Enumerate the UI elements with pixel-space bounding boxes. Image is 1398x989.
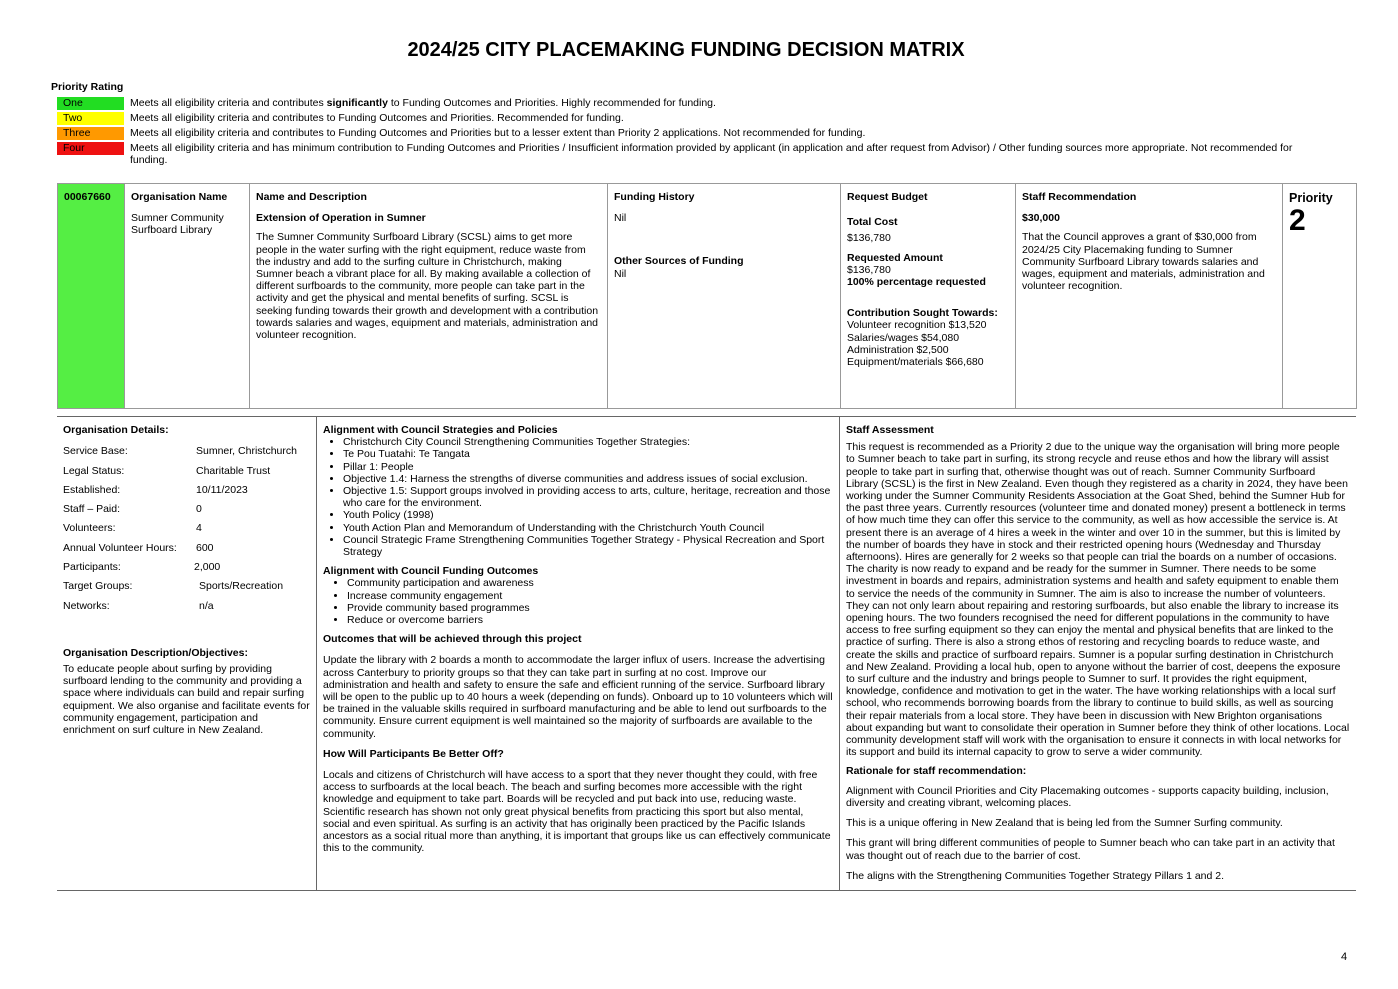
priority-rating-legend <box>57 97 1317 168</box>
priority-row-two <box>57 112 1317 125</box>
priority-row-three <box>57 127 1317 140</box>
priority-desc-three: Meets all eligibility criteria and contributes to Funding Outcomes and Priorities but to a lesser extent than Priority 2 applications. Not recommended for funding. <box>130 127 866 139</box>
page-title: 2024/25 CITY PLACEMAKING FUNDING DECISION MATRIX <box>407 39 965 61</box>
staff-recommendation-cell <box>1016 184 1283 408</box>
detail-row-service-base: Service Base: Sumner, Christchurch <box>63 445 297 458</box>
funding-history-value: Nil <box>614 212 627 225</box>
detail-row-target-groups: Target Groups: Sports/Recreation <box>63 580 284 593</box>
description-cell <box>250 184 608 408</box>
application-summary-table <box>57 183 1357 409</box>
detail-row-volunteer-hours: Annual Volunteer Hours: 600 <box>63 541 214 554</box>
application-id-cell <box>58 184 125 408</box>
priority-value: 2 <box>1289 204 1306 237</box>
other-sources-value: Nil <box>614 267 627 280</box>
participants-text: Locals and citizens of Christchurch will have access to a sport that they never thought they could, with free access to surfboards at the local beach. The beach and surfing becomes more accessible with the right knowledge and equipment to take part. Boards will be recycled and put back into use, reducing waste. Scientific research has shown not only great physical benefits from practicing this sport but also mental, social and even spiritual. As surfing is an activity that has originally been practiced by the Pacific Islands ancestors as a social ritual more than anything, it is important that groups like us can effectively communicate this to the community. <box>323 769 831 855</box>
staff-recommendation-text: That the Council approves a grant of $30,000 from 2024/25 City Placemaking funding to Sumner Community Surfboard Library towards salaries and wages, equipment and materials, administration and volunteer recognition. <box>1022 231 1265 293</box>
page-number: 4 <box>1341 951 1348 963</box>
project-outcomes-heading: Outcomes that will be achieved through this project <box>323 633 582 646</box>
organisation-cell <box>125 184 250 408</box>
strategies-list <box>323 436 833 558</box>
strategies-heading: Alignment with Council Strategies and Policies <box>323 424 558 436</box>
project-title: Extension of Operation in Sumner <box>256 212 426 225</box>
organisation-details-heading: Organisation Details: <box>63 424 169 436</box>
list-item: • Council Strategic Frame Strengthening Communities Together Strategy - Physical Recreation and Sport Strategy <box>343 534 833 558</box>
organisation-details-column <box>57 417 317 890</box>
project-description: The Sumner Community Surfboard Library (SCSL) aims to get more people in the water surfing with the right equipment, reduce waste from the industry and add to the surfing culture in Christchurch, making Sumner beach a vibrant place for all. By making available a collection of different surfboards to the community, more people can take part in the activity and get the physical and mental benefits of surfing. SCSL is seeking funding towards their growth and development with a contribution towards salaries and wages, equipment and materials, administration and volunteer recognition. <box>256 231 599 342</box>
name-description-heading: Name and Description <box>256 191 367 203</box>
request-budget-heading: Request Budget <box>847 191 928 203</box>
requested-amount-label: Requested Amount <box>847 251 943 264</box>
total-cost-label: Total Cost <box>847 216 898 229</box>
list-item: • Increase community engagement <box>347 590 833 602</box>
funding-outcomes-heading: Alignment with Council Funding Outcomes <box>323 565 539 578</box>
rationale-item: This is a unique offering in New Zealand that is being led from the Sumner Surfing community. <box>846 817 1283 830</box>
priority-desc-one: Meets all eligibility criteria and contributes significantly to Funding Outcomes and Priorities. Highly recommended for funding. <box>130 97 716 109</box>
list-item: • Community participation and awareness <box>347 577 833 589</box>
priority-swatch-one: One <box>57 97 124 110</box>
contribution-item: Administration $2,500 <box>847 343 949 356</box>
organisation-name: Sumner Community Surfboard Library <box>131 212 224 237</box>
detail-row-established: Established: 10/11/2023 <box>63 483 248 496</box>
priority-swatch-four: Four <box>57 142 124 155</box>
participants-heading: How Will Participants Be Better Off? <box>323 747 504 760</box>
list-item: • Youth Policy (1998) <box>343 509 833 521</box>
project-outcomes-text: Update the library with 2 boards a month to accommodate the larger influx of users. Increase the advertising across Canterbury to priority groups so that they can take part in surfing at no cost. Improve our administration and health and safety to ensure the safe and efficient running of the service. Surfboard library will be open to the public up to 40 hours a week (depending on funds). Onboard up to 10 volunteers which will be trained in the valuable skills required in surfboard manufacturing and be able to lend out surfboards to the community. Ensure current equipment is well maintained so the majority of surfboards are available to the community. <box>323 654 833 740</box>
staff-assessment-heading: Staff Assessment <box>846 424 934 436</box>
detail-row-networks: Networks: n/a <box>63 599 214 612</box>
list-item: • Christchurch City Council Strengthening Communities Together Strategies: <box>343 436 833 448</box>
request-budget-cell <box>841 184 1016 408</box>
detail-row-participants: Participants: 2,000 <box>63 560 221 573</box>
rationale-item: The aligns with the Strengthening Communities Together Strategy Pillars 1 and 2. <box>846 869 1225 882</box>
alignment-column <box>317 417 840 890</box>
priority-swatch-two: Two <box>57 112 124 125</box>
list-item: • Reduce or overcome barriers <box>347 614 833 626</box>
detail-row-legal-status: Legal Status: Charitable Trust <box>63 464 271 477</box>
staff-recommendation-amount: $30,000 <box>1022 212 1060 225</box>
other-sources-heading: Other Sources of Funding <box>614 255 744 268</box>
percentage-requested: 100% percentage requested <box>847 276 986 289</box>
assessment-section <box>57 416 1356 891</box>
list-item: • Objective 1.5: Support groups involved in providing access to arts, culture, heritage, recreation and those who care for the environment. <box>343 485 833 509</box>
staff-recommendation-heading: Staff Recommendation <box>1022 191 1137 203</box>
organisation-description-heading: Organisation Description/Objectives: <box>63 646 248 659</box>
list-item: • Provide community based programmes <box>347 602 833 614</box>
application-id: 00067660 <box>64 191 111 203</box>
detail-row-volunteers: Volunteers: 4 <box>63 522 202 535</box>
priority-desc-two: Meets all eligibility criteria and contributes to Funding Outcomes and Priorities. Recommended for funding. <box>130 112 624 124</box>
staff-assessment-column <box>840 417 1356 890</box>
priority-row-four <box>57 142 1317 166</box>
priority-row-one <box>57 97 1317 110</box>
organisation-name-heading: Organisation Name <box>131 191 228 203</box>
funding-outcomes-list <box>323 577 833 626</box>
detail-row-staff-paid: Staff – Paid: 0 <box>63 503 202 516</box>
priority-swatch-three: Three <box>57 127 124 140</box>
rationale-item: Alignment with Council Priorities and City Placemaking outcomes - supports capacity building, inclusion, diversity and creating vibrant, welcoming places. <box>846 784 1329 809</box>
contribution-item: Volunteer recognition $13,520 <box>847 319 987 332</box>
rationale-heading: Rationale for staff recommendation: <box>846 765 1027 778</box>
list-item: • Pillar 1: People <box>343 461 833 473</box>
contribution-sought-label: Contribution Sought Towards: <box>847 307 998 320</box>
funding-history-heading: Funding History <box>614 191 695 203</box>
list-item: • Objective 1.4: Harness the strengths of diverse communities and address issues of social exclusion. <box>343 473 833 485</box>
priority-cell <box>1283 184 1356 408</box>
contribution-item: Equipment/materials $66,680 <box>847 356 984 369</box>
staff-assessment-text: This request is recommended as a Priority 2 due to the unique way the organisation will bring more people to Sumner beach to take part in surfing, its strong recycle and reuse ethos and how the library will assist people to take part in surfing that, otherwise thought was out of reach. Sumner Community Surfboard Library (SCSL) is the first in New Zealand. Even though they registered as a charity in 2024, they have been working under the Sumner Community Residents Association at the Goat Shed, behind the Sumner Hub for the past three years. Currently resources (volunteer time and donated money) present a bottleneck in terms of how much time they can offer this service to the community, as well as how accessible the service is. At present there is an average of 4 hires a week in the winter and over 10 in the summer, but this is limited by the number of boards they have in stock and their restricted opening hours (Wednesday and Thursday afternoons). Hires are generally for 2 weeks so that people can trial the boards on a number of occasions. The charity is now ready to expand and be ready for the summer in Sumner. There needs to be some investment in boards and repairs, administration systems and health and safety equipment to enable them to service the needs of the community in Sumner. The aim is also to increase the number of volunteers. They can not only learn about repairing and restoring surfboards, but also enable the library to increase its opening hours. The two founders recognised the need for different populations in the community to have access to free surfing equipment so they can enjoy the mental and physical benefits that are linked to the practice of surfing. There is also a strong ethos of restoring and recycling boards to reduce waste, and create the skills and practice of surfboard repairs. Sumner is a popular surfing destination in Christchurch and New Zealand. Providing a local hub, open to anyone without the barrier of cost, deepens the exposure to surf culture and the industry and brings people to Sumner to surf. It provides the right equipment, knowledge, confidence and motivation to get in the water. The have working relationships with a local surf school, who recommends borrowing boards from the library to continue to build skills, as well as sourcing their repair materials from a local store. They have been in discussion with New Brighton organisations about expanding but want to consolidate their operation in Sumner before they think of other locations. Local community development staff will work with the organisation to ensure it connects in with local networks for its support and build its internal capacity to grow to serve a wider community. <box>846 441 1350 759</box>
priority-desc-four: Meets all eligibility criteria and has minimum contribution to Funding Outcomes and Priorities / Insufficient information provided by applicant (in application and after request from Advisor) / Other funding sources more appropriate. Not recommended for funding. <box>130 142 1293 167</box>
priority-heading: Priority <box>1289 191 1333 205</box>
list-item: • Te Pou Tuatahi: Te Tangata <box>343 448 833 460</box>
funding-history-cell <box>608 184 841 408</box>
organisation-description: To educate people about surfing by providing surfboard lending to the community and providing a space where individuals can build and repair surfing equipment. We also organise and facilitate events for community engagement, participation and enrichment on surf culture in New Zealand. <box>63 663 310 737</box>
priority-rating-heading: Priority Rating <box>51 81 124 93</box>
list-item: • Youth Action Plan and Memorandum of Understanding with the Christchurch Youth Council <box>343 522 833 534</box>
requested-amount-value: $136,780 <box>847 263 891 276</box>
total-cost-value: $136,780 <box>847 232 891 245</box>
contribution-item: Salaries/wages $54,080 <box>847 331 960 344</box>
rationale-item: This grant will bring different communities of people to Sumner beach who can take part in an activity that was thought out of reach due to the barrier of cost. <box>846 837 1335 862</box>
